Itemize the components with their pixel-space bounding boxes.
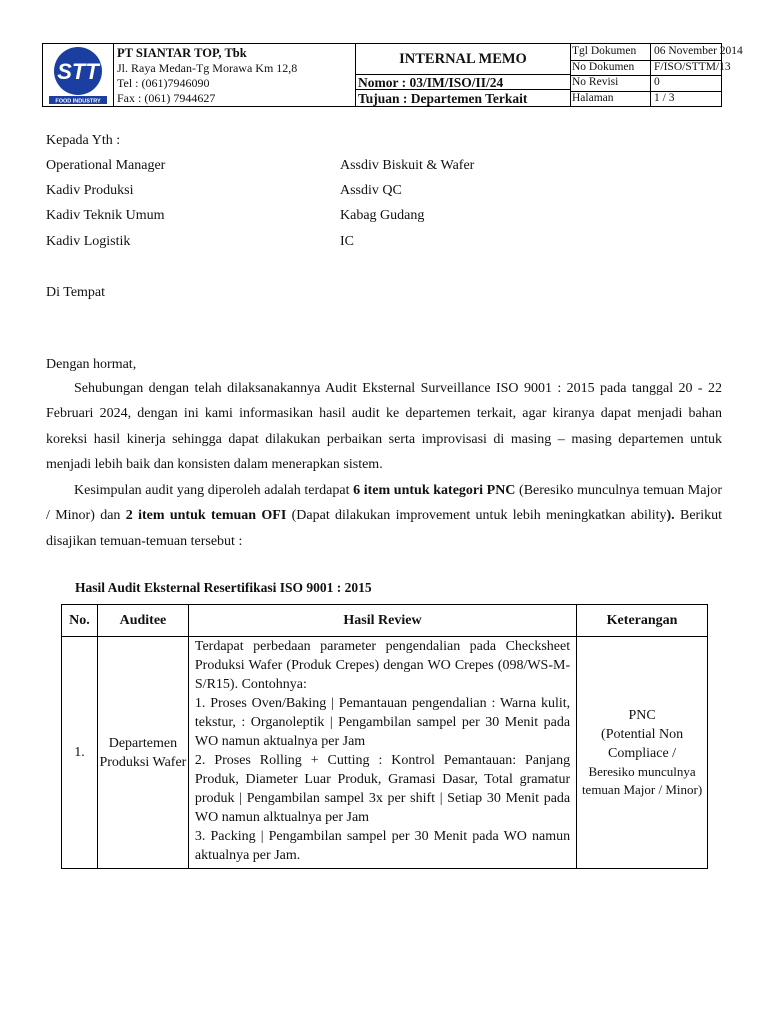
paragraph-text: Sehubungan dengan telah dilaksanakannya Audit Eksternal Surveillance ISO 9001 : 2015 pada tanggal 20 - 22 Februari 2024, dengan ini kami informasikan hasil audit ke departemen terkait, agar kiranya dapat menjadi bahan koreksi hasil kinerja sehingga dapat dilakukan perbaikan serta improvisasi di masing – masing departemen untuk menjadi lebih baik dan konsisten dalam menerapkan sistem.	[46, 381, 722, 472]
column-header: Keterangan	[577, 605, 708, 637]
addressee-left: Operational Manager	[46, 158, 166, 173]
company-address: Jl. Raya Medan-Tg Morawa Km 12,8	[117, 61, 298, 75]
review-line: Terdapat perbedaan parameter pengendalian pada Checksheet Produksi Wafer (Produk Crepes) dengan WO Crepes (098/WS-M-S/R15). Contohnya:	[194, 639, 571, 692]
meta-value: F/ISO/STTM/13	[654, 60, 731, 73]
pnc-count: 6 item untuk kategori PNC	[353, 483, 516, 498]
review-line: 3. Packing | Pengambilan sampel per 30 Menit pada WO namun aktualnya per Jam.	[194, 829, 571, 863]
memo-title: INTERNAL MEMO	[356, 44, 570, 75]
addressee-left: Kadiv Produksi	[46, 183, 134, 198]
row-review	[188, 637, 576, 869]
addressee-right: Assdiv QC	[340, 183, 402, 198]
ket-desc: (Potential Non Compliace /	[601, 726, 684, 761]
audit-table	[61, 604, 708, 869]
svg-text:STT: STT	[57, 59, 99, 84]
company-logo	[43, 44, 114, 106]
table-header-row	[62, 605, 708, 637]
column-header: Auditee	[97, 605, 188, 637]
table-row	[62, 637, 708, 869]
document-header	[42, 43, 743, 107]
company-tel: Tel : (061)7946090	[117, 76, 210, 90]
ket-title: PNC	[628, 707, 656, 723]
column-header: No.	[62, 605, 98, 637]
memo-info	[356, 44, 571, 106]
company-name: PT SIANTAR TOP, Tbk	[117, 46, 247, 60]
addressee-right: Assdiv Biskuit & Wafer	[340, 158, 475, 173]
company-info	[114, 44, 356, 106]
conclusion-text: (Dapat dilakukan improvement untuk lebih meningkatkan ability	[286, 508, 667, 524]
document-meta	[571, 44, 743, 106]
row-keterangan	[577, 637, 708, 869]
place: Di Tempat	[46, 285, 106, 300]
meta-row	[571, 60, 731, 77]
meta-row	[571, 44, 743, 61]
table-caption: Hasil Audit Eksternal Resertifikasi ISO 9001 : 2015	[75, 580, 372, 595]
paragraph-conclusion	[46, 478, 722, 554]
review-line: 1. Proses Oven/Baking | Pemantauan pengendalian : Warna kulit, tekstur, : Organoleptik | Pengambilan sampel per 30 Menit pada WO namun aktualnya per Jam	[194, 696, 571, 749]
meta-value: 1 / 3	[654, 91, 675, 104]
ket-desc: Beresiko munculnya temuan Major / Minor)	[581, 763, 703, 797]
conclusion-text: (Beresiko munculnya temuan Major / Minor) dan	[46, 483, 722, 524]
row-number: 1.	[62, 637, 98, 869]
meta-label: No Revisi	[571, 75, 651, 91]
ofi-count: 2 item untuk temuan OFI	[125, 508, 287, 524]
meta-label: Tgl Dokumen	[571, 44, 651, 60]
addressee-intro: Kepada Yth :	[46, 133, 121, 148]
conclusion-text: Berikut disajikan temuan-temuan tersebut :	[46, 508, 722, 549]
company-fax: Fax : (061) 7944627	[117, 91, 216, 105]
conclusion-text: Kesimpulan audit yang diperoleh adalah terdapat	[74, 483, 354, 498]
memo-recipient: Tujuan : Departemen Terkait	[358, 91, 528, 106]
meta-label: Halaman	[571, 91, 651, 107]
meta-value: 06 November 2014	[654, 45, 743, 57]
greeting: Dengan hormat,	[46, 357, 137, 372]
meta-row	[571, 91, 722, 107]
meta-row	[571, 75, 722, 92]
svg-text:FOOD INDUSTRY: FOOD INDUSTRY	[55, 98, 101, 105]
column-header: Hasil Review	[188, 605, 576, 637]
row-auditee: Departemen Produksi Wafer	[97, 637, 188, 869]
review-line: 2. Proses Rolling + Cutting : Kontrol Pemantauan: Panjang Produk, Diameter Luar Produk, Gramasi Dasar, Total gramatur produk | Pengambilan sampel 3x per shift | Setiap 30 Menit pada WO namun alktualnya per Jam	[194, 753, 571, 825]
stt-logo-icon	[43, 44, 113, 106]
addressee-right: IC	[340, 234, 354, 249]
paragraph-intro	[46, 376, 722, 477]
addressee-left: Kadiv Teknik Umum	[46, 208, 165, 223]
memo-number: Nomor : 03/IM/ISO/II/24	[356, 75, 570, 90]
conclusion-text: ).	[666, 508, 675, 524]
meta-label: No Dokumen	[571, 60, 651, 76]
meta-value: 0	[654, 76, 660, 88]
addressee-left: Kadiv Logistik	[46, 234, 131, 249]
addressee-right: Kabag Gudang	[340, 208, 425, 223]
